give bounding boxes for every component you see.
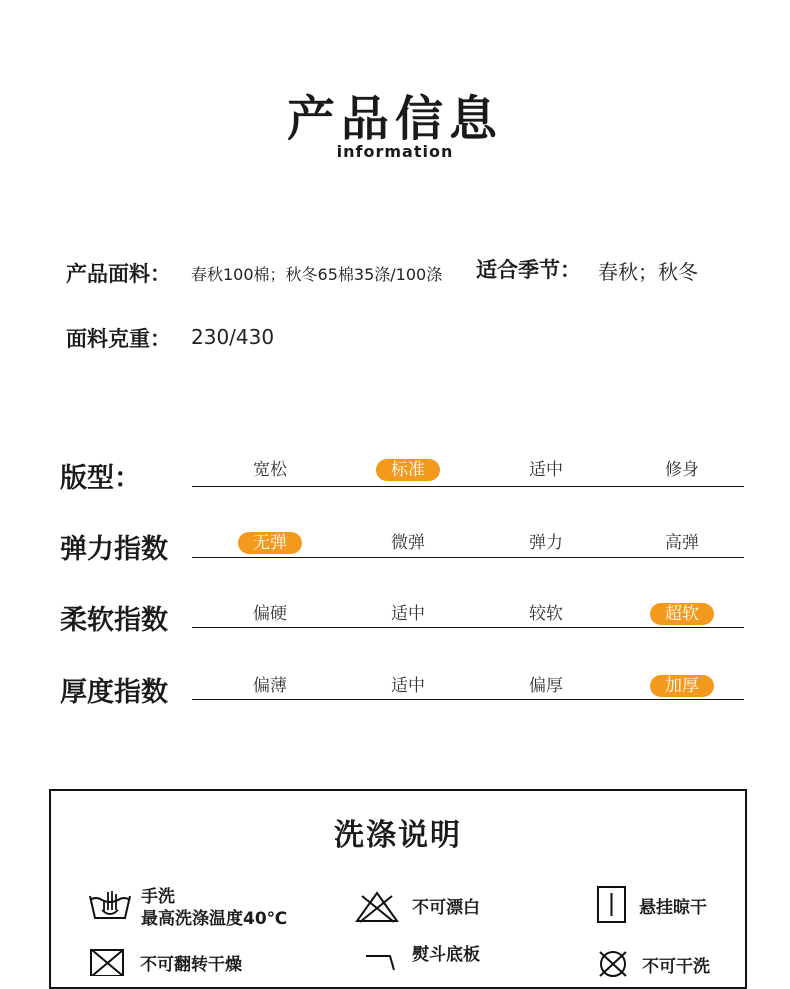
metric-label: 柔软指数 (60, 605, 168, 636)
weight-value: 230/430 (191, 325, 275, 349)
care-item-label: 手洗 (141, 887, 175, 907)
metric-option-selected: 无弹 (238, 532, 302, 554)
metric-option-selected: 标准 (376, 459, 440, 481)
washing-title: 洗涤说明 (334, 818, 462, 853)
fabric-label: 产品面料： (66, 262, 171, 286)
care-item-label: 不可干洗 (642, 957, 710, 977)
care-item-label: 熨斗底板 (412, 945, 480, 965)
fabric-value: 春秋100棉；秋冬65棉35涤/100涤 (191, 265, 443, 284)
hand-wash-icon (88, 888, 132, 922)
page-title: 产品信息 (286, 91, 503, 147)
hang-dry-icon (597, 886, 627, 924)
no-dry-clean-icon (596, 948, 630, 978)
metric-option: 适中 (391, 676, 425, 696)
metric-label: 厚度指数 (60, 677, 168, 708)
metric-label: 版型： (60, 463, 141, 494)
metric-underline (192, 627, 744, 628)
metric-option: 宽松 (253, 460, 287, 480)
metric-option: 微弹 (391, 533, 425, 553)
metric-option: 弹力 (529, 533, 563, 553)
metric-underline (192, 699, 744, 700)
care-item-label: 不可翻转干燥 (140, 955, 242, 975)
metric-underline (192, 557, 744, 558)
metric-option: 偏薄 (253, 676, 287, 696)
metric-option: 偏厚 (529, 676, 563, 696)
no-tumble-dry-icon (90, 946, 126, 976)
metric-option: 修身 (665, 460, 699, 480)
page-subtitle: information (336, 142, 454, 161)
season-label: 适合季节： (476, 258, 581, 282)
season-value: 春秋；秋冬 (598, 260, 698, 284)
weight-label: 面料克重： (66, 327, 171, 351)
metric-option-selected: 超软 (650, 603, 714, 625)
care-item-detail: 最高洗涤温度40℃ (141, 909, 288, 929)
care-item-label: 悬挂晾干 (639, 898, 707, 918)
metric-option: 较软 (529, 604, 563, 624)
metric-underline (192, 486, 744, 487)
metric-option: 适中 (529, 460, 563, 480)
metric-option: 适中 (391, 604, 425, 624)
iron-icon (362, 952, 398, 972)
metric-option-selected: 加厚 (650, 675, 714, 697)
metric-label: 弹力指数 (60, 534, 168, 565)
metric-option: 偏硬 (253, 604, 287, 624)
metric-option: 高弹 (665, 533, 699, 553)
care-item-label: 不可漂白 (412, 898, 480, 918)
no-bleach-icon (354, 890, 400, 924)
